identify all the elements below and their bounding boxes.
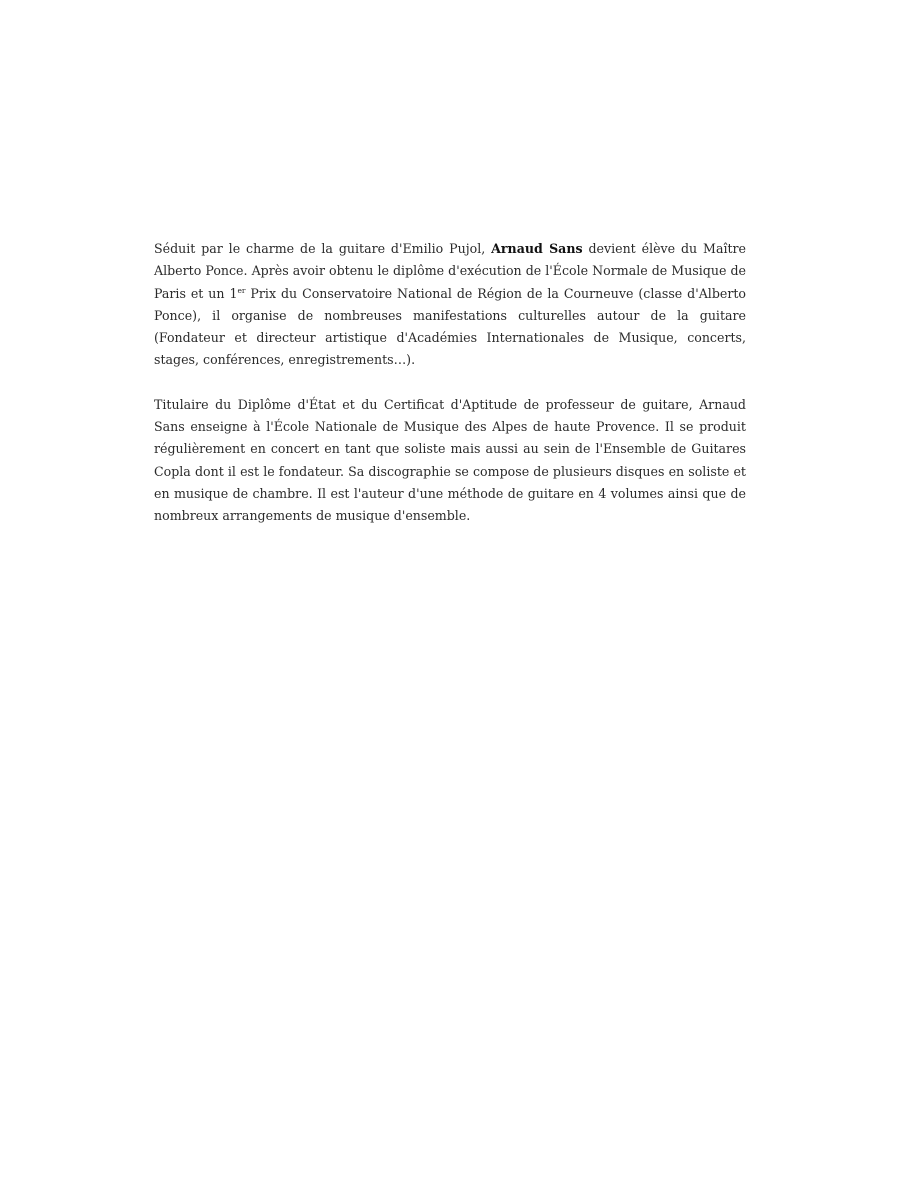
biography-paragraph-1 — [154, 238, 746, 372]
biography-text — [154, 238, 746, 528]
biography-paragraph-2: Titulaire du Diplôme d'État et du Certificat d'Aptitude de professeur de guitare, Arnaud Sans enseigne à l'École Nationale de Musique des Alpes de haute Provence. Il se produit régulièrement en concert en tant que soliste mais aussi au sein de l'Ensemble de Guitares Copla dont il est le fondateur. Sa discographie se compose de plusieurs disques en soliste et en musique de chambre. Il est l'auteur d'une méthode de guitare en 4 volumes ainsi que de nombreux arrangements de musique d'ensemble. — [154, 396, 746, 524]
paragraph-1-part-2: devient élève du Maître Alberto Ponce. Après avoir obtenu le diplôme d'exécution de l'École Normale de Musique de Paris et un 1 — [154, 241, 747, 301]
ordinal-superscript: er — [237, 285, 246, 295]
paragraph-1-part-3: Prix du Conservatoire National de Région de la Courneuve (classe d'Alberto Ponce), il organise de nombreuses manifestations culturelles autour de la guitare (Fondateur et directeur artistique d'Académies Internationales de Musique, concerts, stages, conférences, enregistrements…). — [154, 285, 746, 368]
paragraph-1-part-1: Séduit par le charme de la guitare d'Emilio Pujol, — [154, 241, 492, 256]
artist-name-bold: Arnaud Sans — [491, 241, 583, 256]
